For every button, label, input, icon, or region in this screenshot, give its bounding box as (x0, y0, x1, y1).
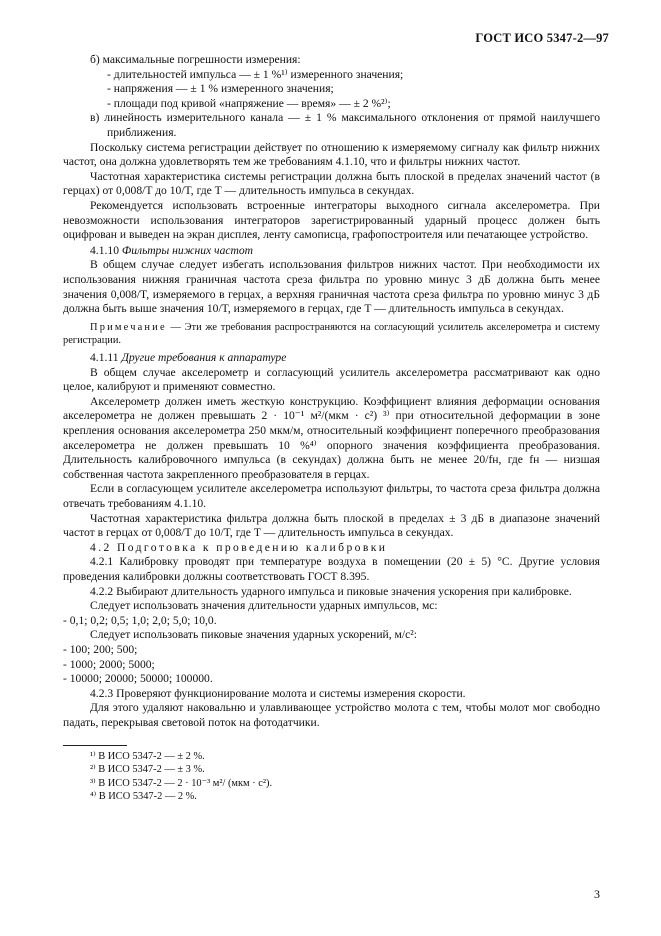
paragraph: Поскольку система регистрации действует по отношению к измеряемому сигналу как фильтр нижних частот, она должна удовлетворять тем же требованиям 4.1.10, что и фильтры нижних частот. (63, 140, 600, 169)
footnote-4: ⁴⁾ В ИСО 5347-2 — 2 %. (90, 790, 197, 802)
section-heading-4-1-10 (63, 244, 600, 259)
footnote-2: ²⁾ В ИСО 5347-2 — ± 3 %. (90, 764, 205, 776)
footnotes (90, 750, 272, 803)
note-label: Примечание (90, 321, 167, 333)
paragraph: Следует использовать пиковые значения ударных ускорений, м/с²: (90, 628, 417, 642)
section-heading-4-1-11 (63, 351, 600, 366)
note-text: — Эти же требования распространяются на согласующий усилитель акселерометра и систему регистрации. (63, 321, 600, 346)
paragraph: Рекомендуется использовать встроенные интеграторы выходного сигнала акселерометра. При невозможности использования интеграторов зарегистрированный ударный процесс должен быть оцифрован и выведен на экран дисплея, ленту самописца, графопостроителя или печатающее устройство. (63, 198, 600, 242)
paragraph: В общем случае следует избегать использования фильтров нижних частот. При необходимости их использования нижняя граничная частота среза фильтра по уровню минус 3 дБ должна быть менее значения 0,008/T, измеряемого в герцах, а верхняя граничная частота среза фильтра по уровню минус 3 дБ должна быть выше значения 10/T, измеряемого в герцах, где T — длительность импульса в секундах. (63, 258, 600, 316)
paragraph: Частотная характеристика системы регистрации должна быть плоской в пределах значений частот (в герцах) от 0,008/T до 10/T, где T — длительность импульса в секундах. (63, 169, 600, 198)
paragraph: В общем случае акселерометр и согласующий усилитель акселерометра рассматривают как одно целое, калибруют и применяют совместно. (63, 365, 600, 394)
section-title: Фильтры нижних частот (121, 243, 254, 257)
page-number: 3 (594, 887, 600, 901)
paragraph: Акселерометр должен иметь жесткую конструкцию. Коэффициент влияния деформации основания акселерометра не должен превышать 2 · 10⁻¹ м²/(мкм · с²) ³⁾ при относительной деформации в зоне крепления основания акселерометра 250 мкм/м, относительный коэффициент поперечного преобразования акселерометра не должен превышать 10 %⁴⁾ опорного значения коэффициента преобразования. Длительность калибровочного импульса (в секундах) должна быть не менее 20/fн, где fн — низшая собственная частота закрепленного преобразователя в герцах. (63, 394, 600, 481)
main-text (63, 53, 600, 731)
paragraph: 4.2.1 Калибровку проводят при температуре воздуха в помещении (20 ± 5) °С. Другие условия проведения калибровки должны соответствовать ГОСТ 8.395. (63, 555, 600, 583)
footnote-1: ¹⁾ В ИСО 5347-2 — ± 2 %. (90, 751, 205, 762)
list-dash-voltage: - напряжения — ± 1 % измеренного значения; (107, 82, 334, 96)
section-title: Другие требования к аппаратуре (121, 351, 287, 365)
section-heading-4-2: 4.2 Подготовка к проведению калибровки (90, 540, 388, 554)
list-accel-2: - 1000; 2000; 5000; (63, 657, 155, 671)
section-number: 4.1.11 (90, 351, 119, 365)
list-accel-3: - 10000; 20000; 50000; 100000. (63, 672, 213, 686)
paragraph: Если в согласующем усилителе акселерометра используют фильтры, то частота среза фильтра должна отвечать требованиям 4.1.10. (63, 482, 600, 511)
list-durations: - 0,1; 0,2; 0,5; 1,0; 2,0; 5,0; 10,0. (63, 613, 217, 627)
list-item-b: б) максимальные погрешности измерения: (90, 53, 301, 66)
list-dash-duration: - длительностей импульса — ± 1 %¹⁾ измеренного значения; (107, 67, 404, 81)
list-item-v: в) линейность измерительного канала — ± 1 % максимального отклонения от прямой наилучшего приближения. (90, 111, 600, 139)
footnote-divider (63, 745, 127, 746)
paragraph: 4.2.3 Проверяют функционирование молота и системы измерения скорости. (90, 686, 466, 700)
list-dash-area: - площади под кривой «напряжение — время» — ± 2 %²⁾; (107, 96, 391, 110)
paragraph: Следует использовать значения длительности ударных импульсов, мс: (90, 599, 438, 613)
document-header: ГОСТ ИСО 5347-2—97 (475, 31, 609, 45)
footnote-3: ³⁾ В ИСО 5347-2 — 2 · 10⁻³ м²/ (мкм · с²). (90, 777, 273, 789)
paragraph: Для этого удаляют наковальню и улавливающее устройство молота с тем, чтобы молот мог свободно падать, перекрывая световой поток на фотодатчики. (63, 701, 600, 729)
note (63, 321, 600, 347)
list-accel-1: - 100; 200; 500; (63, 642, 138, 656)
paragraph: 4.2.2 Выбирают длительность ударного импульса и пиковые значения ускорения при калибровке. (90, 584, 572, 598)
paragraph: Частотная характеристика фильтра должна быть плоской в пределах ± 3 дБ в диапазоне значений частот в герцах от 0,008/T до 10/T, где T — длительность импульса в секундах. (63, 511, 600, 540)
section-number: 4.1.10 (90, 243, 119, 257)
